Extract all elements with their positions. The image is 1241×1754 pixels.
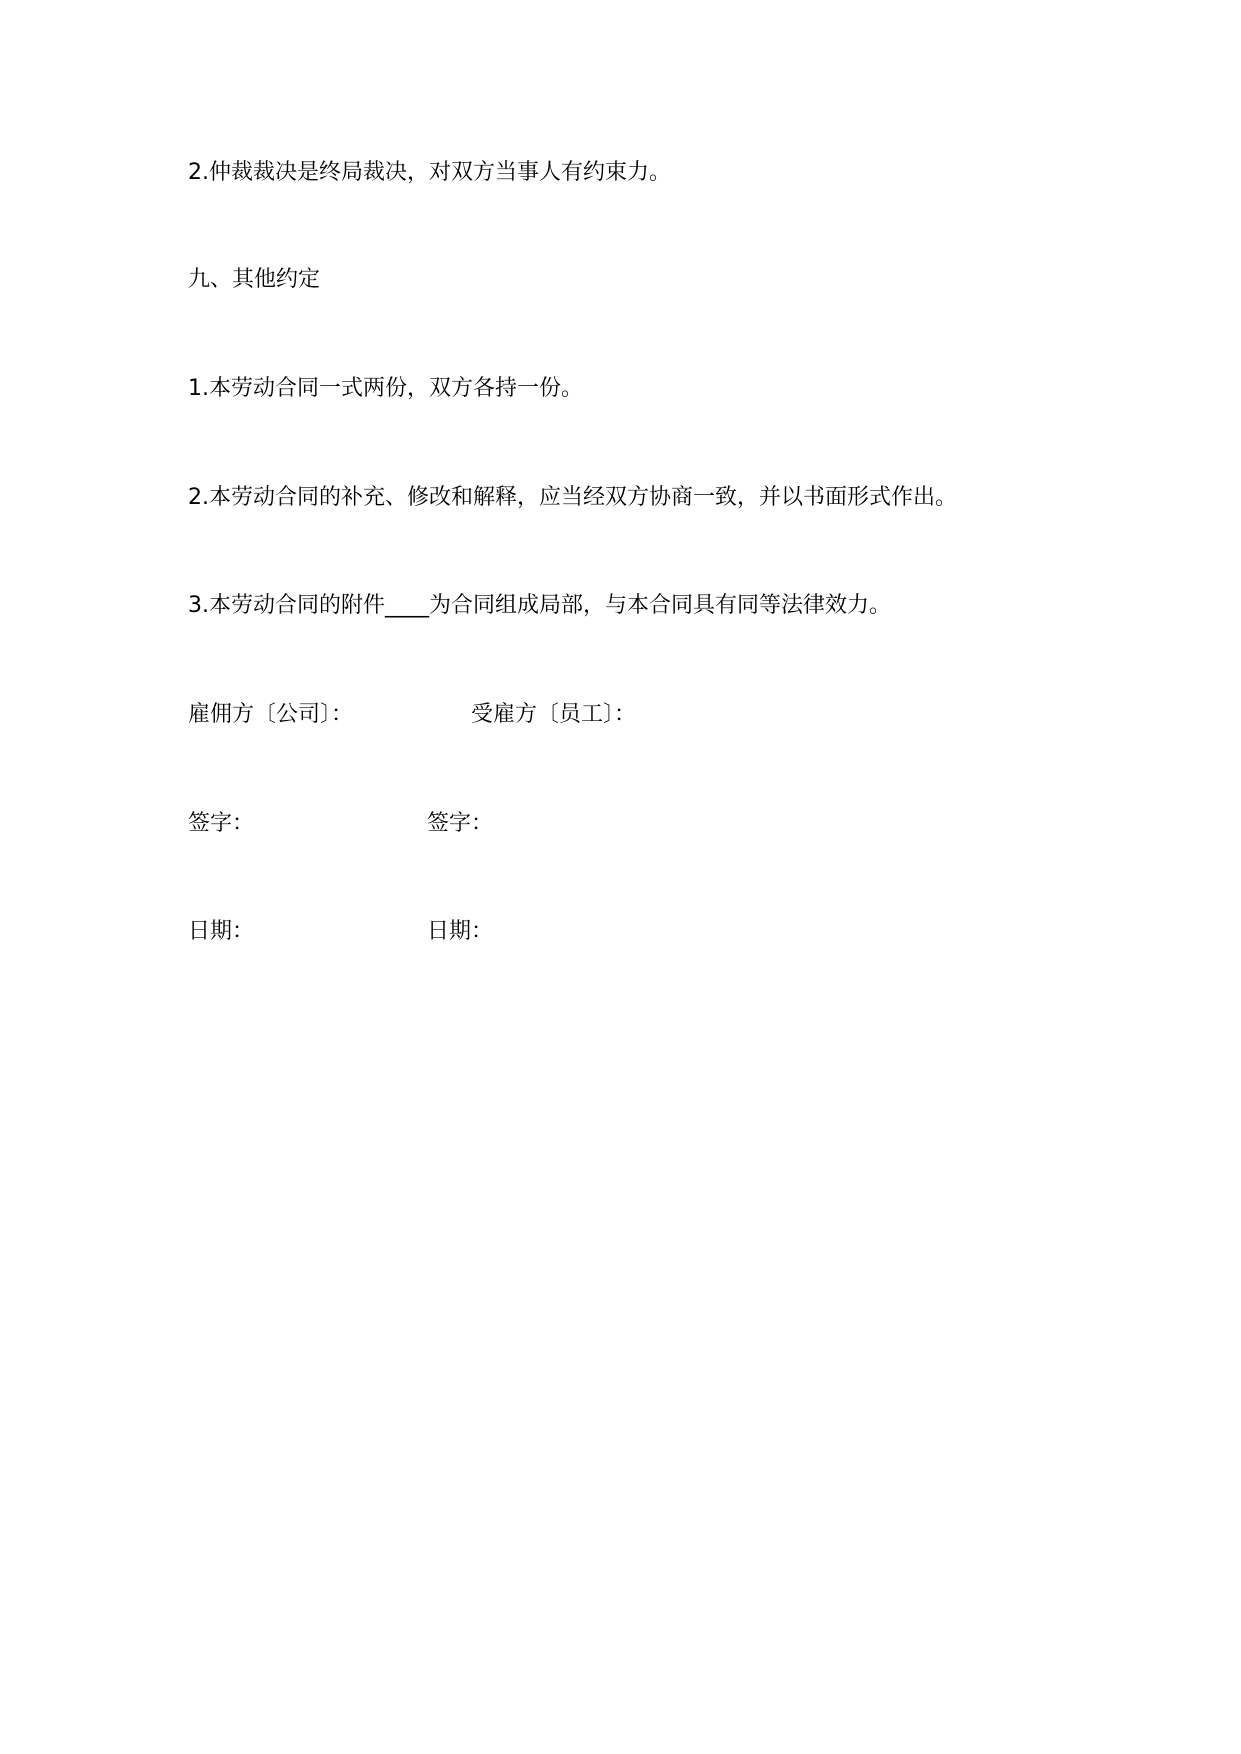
other-terms-item-3: 3.本劳动合同的附件____为合同组成局部，与本合同具有同等法律效力。: [188, 593, 891, 618]
employer-signature-label: 签字：: [188, 811, 255, 836]
other-terms-item-1: 1.本劳动合同一式两份，双方各持一份。: [188, 376, 583, 401]
employee-date-label: 日期：: [427, 919, 494, 944]
section-9-heading: 九、其他约定: [188, 267, 321, 292]
employee-signature-label: 签字：: [427, 811, 494, 836]
employer-date-label: 日期：: [188, 919, 255, 944]
arbitration-clause-2: 2.仲裁裁决是终局裁决，对双方当事人有约束力。: [188, 160, 671, 185]
employer-label: 雇佣方〔公司〕：: [188, 702, 354, 727]
other-terms-item-2: 2.本劳动合同的补充、修改和解释，应当经双方协商一致，并以书面形式作出。: [188, 485, 957, 510]
employee-label: 受雇方〔员工〕：: [471, 702, 637, 727]
